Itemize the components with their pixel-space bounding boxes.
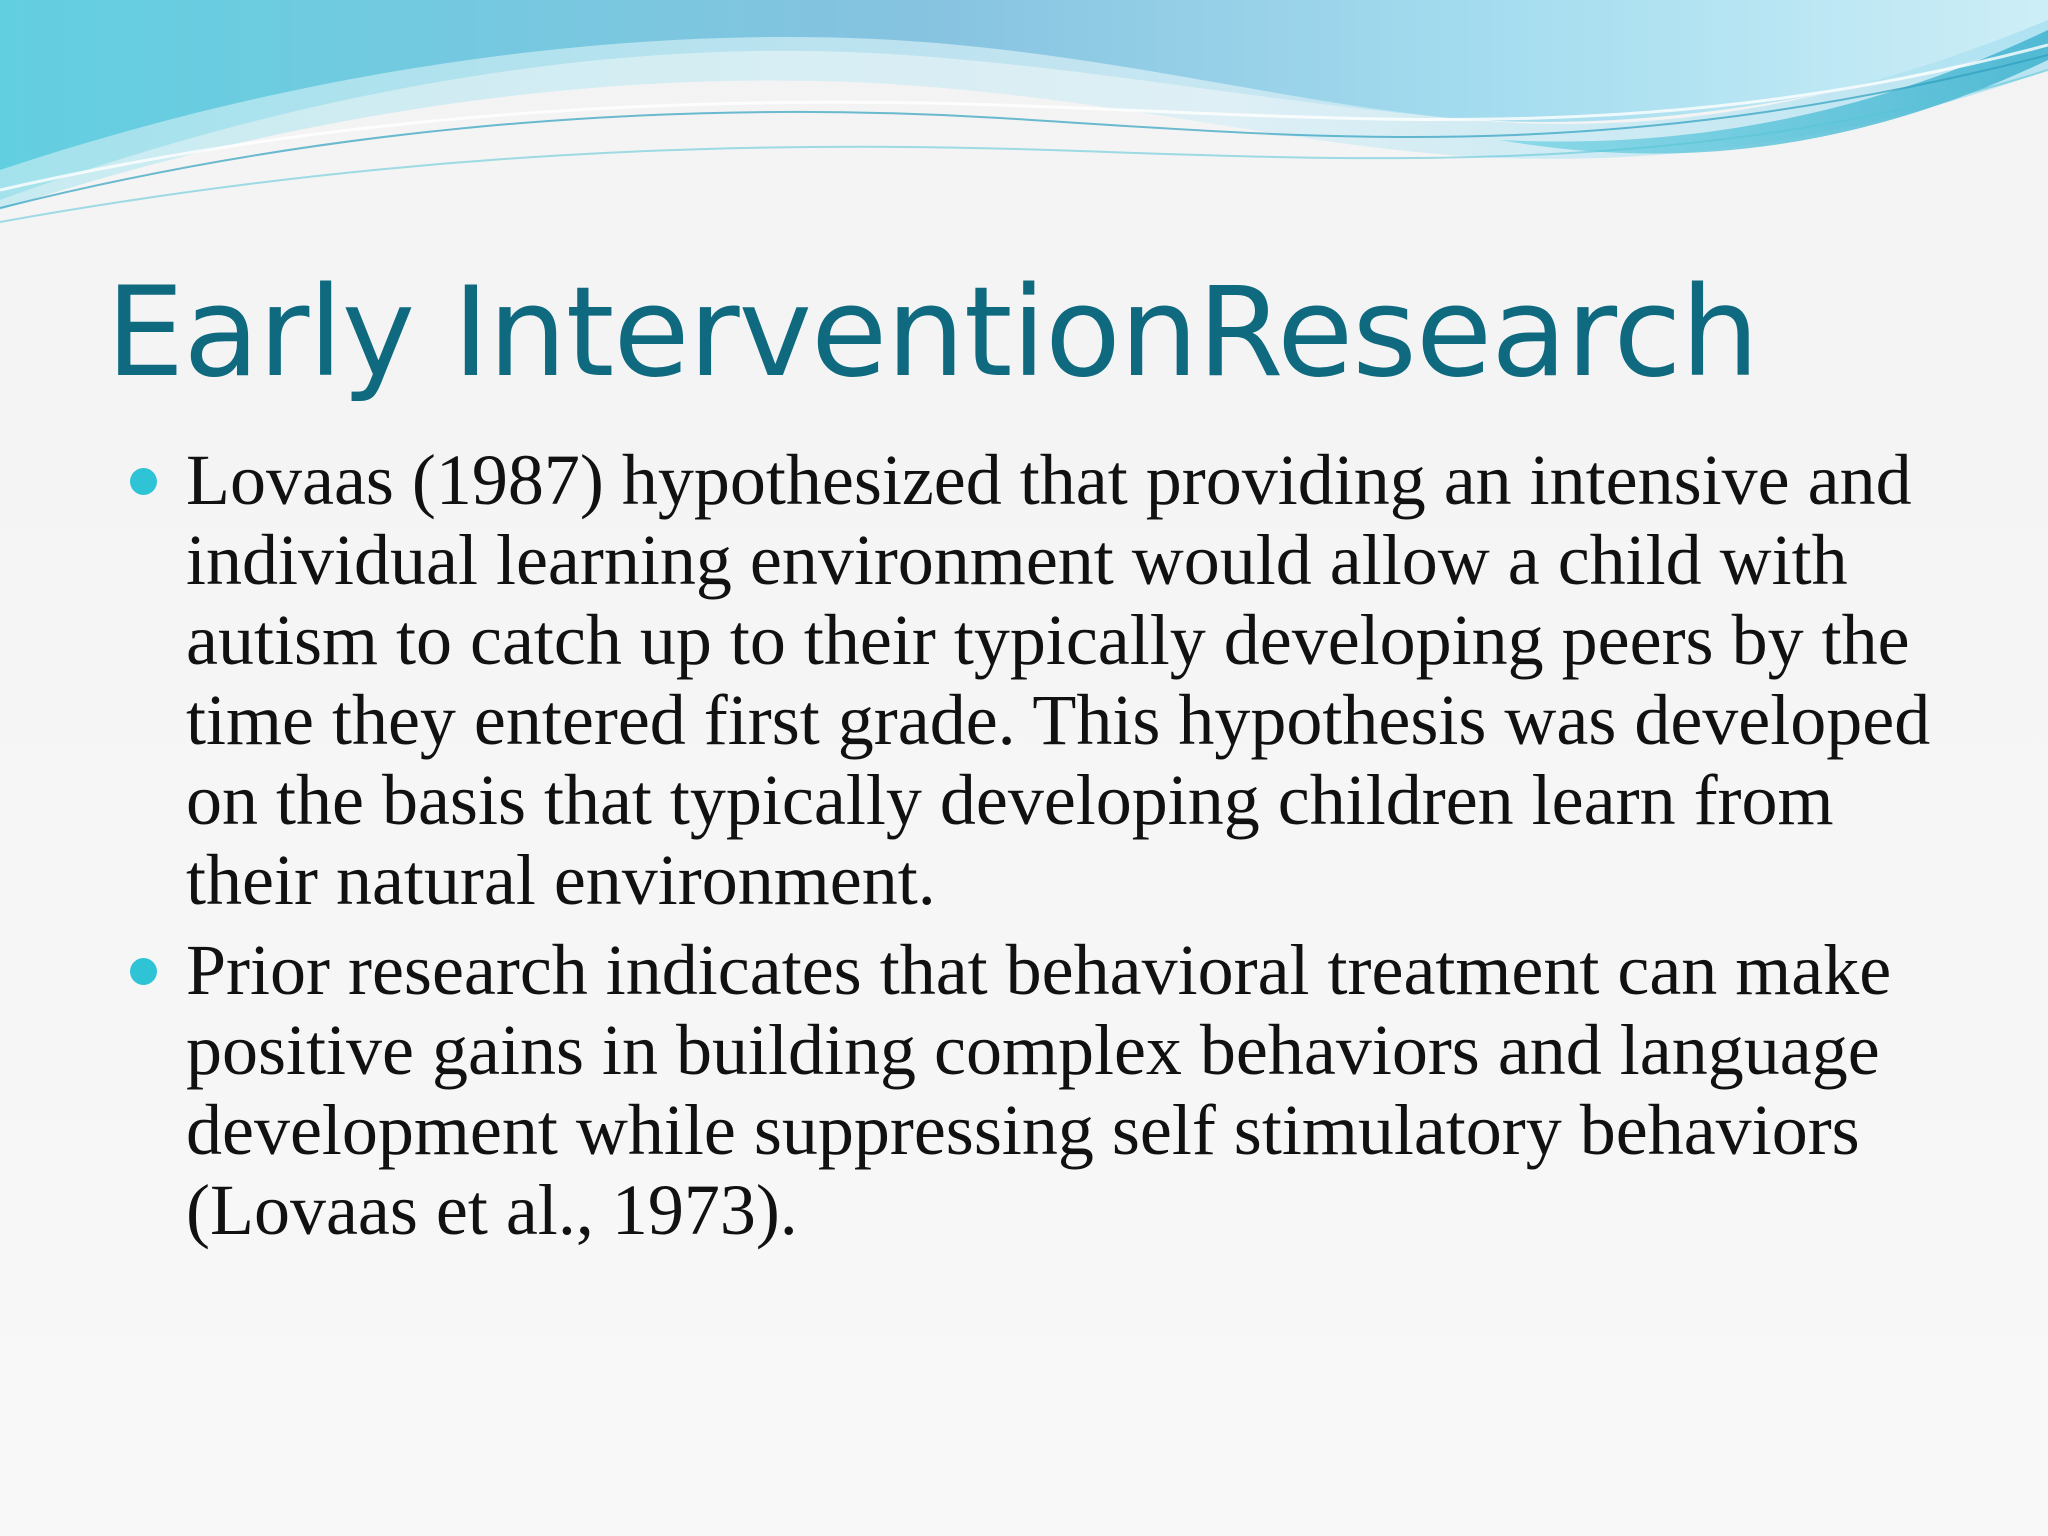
bullet-text: Prior research indicates that behavioral treatment can make positive gains in building complex behaviors and language development while suppressing self stimulatory behaviors (Lovaas et al., 1973). <box>186 930 1892 1250</box>
header-wave-decoration <box>0 0 2048 240</box>
slide-title: Early InterventionResearch <box>106 261 1759 405</box>
bullet-item-lovaas-hypothesis <box>130 440 1950 920</box>
bullet-dot-icon <box>130 958 157 985</box>
bullet-list <box>130 440 1950 1260</box>
bullet-item-prior-research <box>130 930 1950 1250</box>
bullet-dot-icon <box>130 468 157 495</box>
bullet-text: Lovaas (1987) hypothesized that providing an intensive and individual learning environment would allow a child with autism to catch up to their typically developing peers by the time they entered first grade. This hypothesis was developed on the basis that typically developing children learn from their natural environment. <box>186 440 1931 920</box>
